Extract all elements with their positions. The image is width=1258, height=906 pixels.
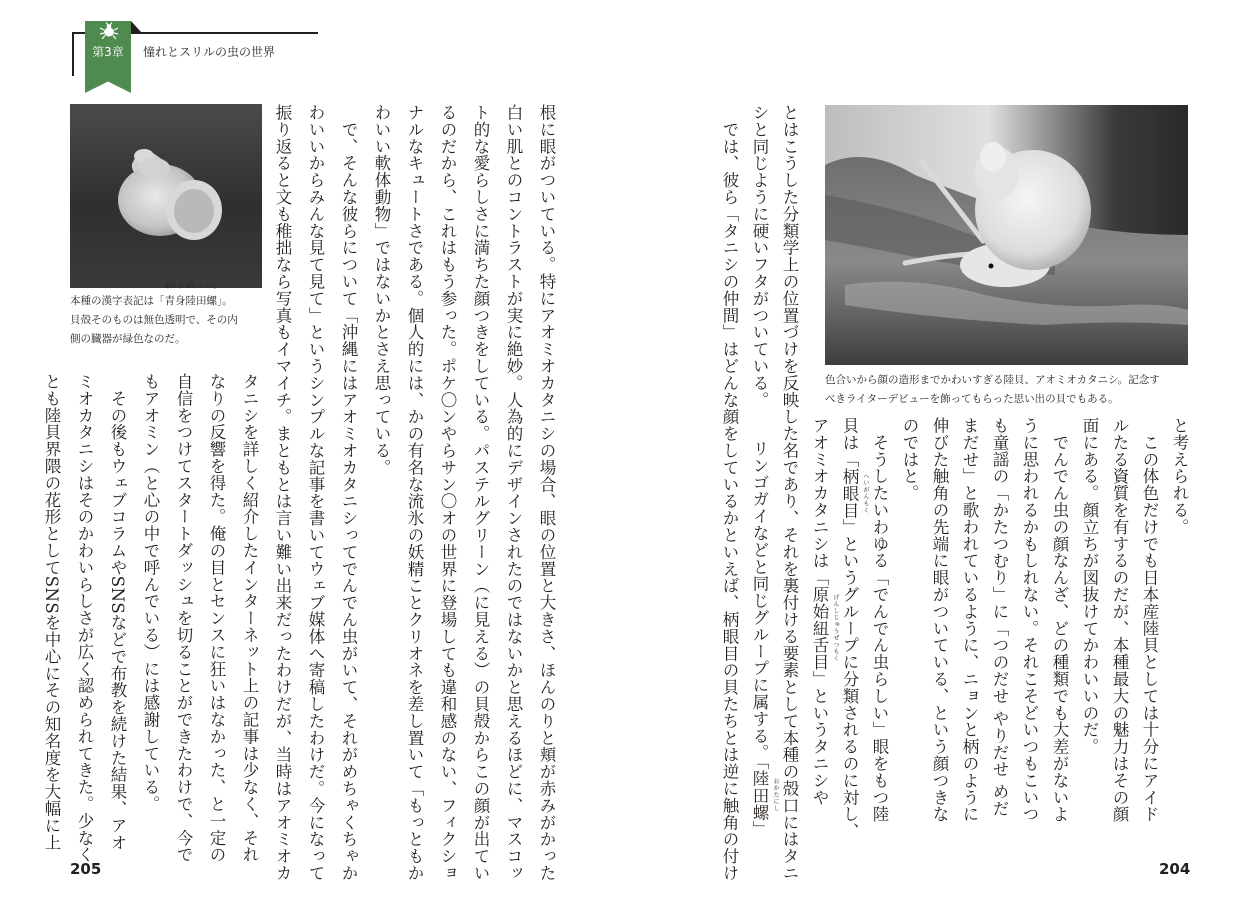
text-segment: 」というタニシや <box>810 670 829 806</box>
chapter-title: 憧れとスリルの虫の世界 <box>143 45 276 59</box>
text-column: ナルなキュートさである。個人的には、かの有名な流氷の妖精ことクリオネを差し置いて「もっともか <box>405 104 424 882</box>
text-column: なりの反響を得た。俺の目とセンスに狂いはなかった、と一定の <box>207 373 226 864</box>
text-column: そうしたいわゆる「でんでん虫らしい」眼をもつ陸 <box>870 417 889 823</box>
text-column: のではと。 <box>900 417 919 502</box>
text-column: ト的な愛らしさに満ちた顔つきをしている。パステルグリーン（に見える）の貝殻からこの顔が出てい <box>471 104 490 882</box>
kanji: 陸田螺 <box>750 769 769 821</box>
text-segment: 」というグループに分類されるのに対し、 <box>840 518 859 840</box>
shell-photo-caption <box>70 283 270 349</box>
caption-text: 」。 <box>217 295 233 307</box>
text-column: ミオカタニシはそのかわいらしさが広く認められてきた。少なく <box>75 373 94 864</box>
snail-photo <box>825 105 1188 365</box>
ruby: おかたにし <box>772 778 779 813</box>
text-column: るのだから、これはもう参った。ポケ〇ンやらサン〇オの世界に登場しても違和感のない、フィクショ <box>438 104 457 882</box>
kanji: 身 <box>175 295 186 307</box>
ruby-kanji <box>175 283 186 311</box>
text-column: では、彼ら「タニシの仲間」はどんな顔をしているかといえば、柄眼目の貝たちとは逆に触角の付け <box>720 104 739 882</box>
text-column: まだせ」と歌われているように、ニョンと柄のように <box>960 417 979 823</box>
text-segment: 貝は「 <box>840 417 859 468</box>
kanji: 田 <box>196 295 207 307</box>
text-column: も童謡の「かたつむり」に「つのだせ やりだせ めだ <box>990 417 1009 817</box>
ruby-kanji <box>196 283 207 311</box>
ruby-kanji <box>810 586 839 671</box>
text-column: 根に眼がついている。特にアオミオカタニシの場合、眼の位置と大きさ、ほんのりと頬が赤みがかった <box>537 104 556 882</box>
page-number: 204 <box>1159 860 1191 878</box>
ruby-kanji <box>750 769 779 821</box>
text-column: わいい軟体動物」ではないかとさえ思っている。 <box>372 104 391 476</box>
caption-line: 貝殻そのものは無色透明で、その内 <box>70 314 238 326</box>
kanji: 原始紐舌目 <box>810 586 829 671</box>
caption-text: 本種の漢字表記は「 <box>70 295 165 307</box>
beetle-icon <box>99 22 119 40</box>
ruby: にし <box>206 283 218 290</box>
text-column: シと同じように硬いフタがついている。 <box>750 104 769 409</box>
text-column: わいいからみんな見て見て」というシンプルな記事を書いてウェブ媒体へ寄稿したわけだ。今になって <box>306 104 325 882</box>
ruby-kanji <box>840 467 869 519</box>
kanji: 螺 <box>206 295 217 307</box>
text-column: この体色だけでも日本産陸貝としては十分にアイド <box>1140 417 1159 823</box>
page-number: 205 <box>70 860 102 878</box>
text-column <box>809 417 839 806</box>
text-segment: アオミオカタニシは「 <box>810 417 829 586</box>
text-column: でんでん虫の顔なんざ、どの種類でも大差がないよ <box>1050 417 1069 823</box>
text-column: タニシを詳しく紹介したインターネット上の記事は少なく、それ <box>240 373 259 864</box>
text-column: とはこうした分類学上の位置づけを反映した名であり、それを裏付ける要素として本種の殻口にはタニ <box>780 104 799 882</box>
kanji: 陸 <box>185 295 196 307</box>
shell-photo <box>70 104 262 288</box>
ruby: おか <box>185 283 197 290</box>
caption-line: べきライターデビューを飾ってもらった思い出の貝でもある。 <box>825 393 1119 405</box>
text-segment: リンゴガイなどと同じグループに属する。「 <box>750 440 769 770</box>
right-page <box>629 0 1258 906</box>
chapter-number: 第3章 <box>92 45 124 59</box>
caption-line: 側の臓器が緑色なのだ。 <box>70 333 186 345</box>
kanji: 青 <box>164 295 175 307</box>
ruby-kanji <box>185 283 197 311</box>
text-column: うに思われるかもしれない。それこそどいつもこいつ <box>1020 417 1039 823</box>
text-column: もアオミン（と心の中で呼んでいる）には感謝している。 <box>141 373 160 813</box>
text-column <box>749 440 779 838</box>
ruby-kanji <box>164 283 176 311</box>
text-column: 白い肌とのコントラストが実に絶妙。人為的にデザインされたのではないかと思えるほどに、マスコッ <box>504 104 523 882</box>
ruby: た <box>198 283 204 290</box>
text-column: 面にある。顔立ちが図抜けてかわいいのだ。 <box>1080 417 1099 755</box>
text-column <box>839 417 869 840</box>
chapter-badge-fold <box>131 21 141 32</box>
text-column: で、そんな彼らについて「沖縄にはアオミオカタニシってでんでん虫がいて、それがめちゃくちゃか <box>339 104 358 882</box>
caption-line: 色合いから顔の造形までかわいすぎる陸貝、アオミオカタニシ。記念す <box>825 374 1160 386</box>
ruby-kanji <box>206 283 218 311</box>
text-column: と考えられる。 <box>1170 417 1189 536</box>
text-segment: 」 <box>750 820 769 838</box>
text-column: 自信をつけてスタートダッシュを切ることができたわけで、今で <box>174 373 193 864</box>
ruby: み <box>177 283 183 290</box>
chapter-header-rule-vertical <box>72 32 74 76</box>
text-column: とも陸貝界隈の花形としてSNSを中心にその知名度を大幅に上 <box>42 373 61 851</box>
snail-photo-caption <box>825 371 1205 409</box>
text-column: 振り返ると文も稚拙なら写真もイマイチ。まともとは言い難い出来だったわけだが、当時はアオミオカ <box>273 104 292 882</box>
ruby: あお <box>164 283 176 290</box>
ruby: へいがんもく <box>862 472 869 514</box>
kanji: 柄眼目 <box>840 467 859 519</box>
ruby: げんしじゅうぜつもく <box>832 594 839 663</box>
text-column: ルたる資質を有するのだが、本種最大の魅力はその顔 <box>1110 417 1129 823</box>
caption-line <box>70 283 270 311</box>
text-column: 伸びた触角の先端に眼がついている、という顔つきな <box>930 417 949 823</box>
text-column: その後もウェブコラムやSNSなどで布教を続けた結果、アオ <box>108 373 127 851</box>
